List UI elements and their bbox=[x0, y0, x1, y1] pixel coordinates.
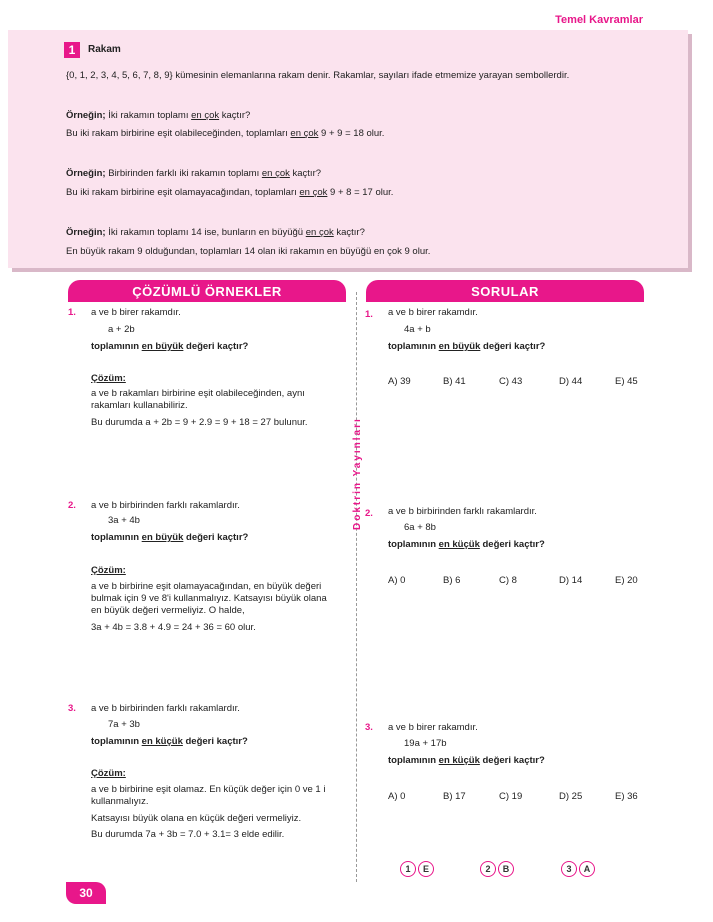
question-3-option-c[interactable]: C) 19 bbox=[499, 791, 523, 802]
solved-q3-line3: Katsayısı büyük olana en küçük değeri vermeliyiz. bbox=[91, 813, 302, 824]
solved-examples-tab: ÇÖZÜMLÜ ÖRNEKLER bbox=[68, 280, 346, 302]
question-3-option-b[interactable]: B) 17 bbox=[443, 791, 466, 802]
example-2-answer: Bu iki rakam birbirine eşit olamayacağından, toplamları en çok 9 + 8 = 17 olur. bbox=[66, 187, 394, 198]
question-3-stem: a ve b birer rakamdır. bbox=[388, 722, 478, 733]
question-1-option-d[interactable]: D) 44 bbox=[559, 376, 583, 387]
answer-key-1 bbox=[400, 861, 434, 879]
question-1-number: 1. bbox=[365, 309, 373, 320]
solved-q1-line3: Bu durumda a + 2b = 9 + 2.9 = 9 + 18 = 27 bulunur. bbox=[91, 417, 308, 428]
question-3-option-d[interactable]: D) 25 bbox=[559, 791, 583, 802]
question-2-stem: a ve b birbirinden farklı rakamlardır. bbox=[388, 506, 537, 517]
question-2-number: 2. bbox=[365, 508, 373, 519]
example-1-question: Örneğin; İki rakamın toplamı en çok kaçtır? bbox=[66, 110, 251, 121]
question-3-number: 3. bbox=[365, 722, 373, 733]
question-2-option-d[interactable]: D) 14 bbox=[559, 575, 583, 586]
questions-tab-line bbox=[366, 300, 644, 302]
section-title: Rakam bbox=[88, 44, 121, 55]
question-3-option-a[interactable]: A) 0 bbox=[388, 791, 406, 802]
question-3-expression: 19a + 17b bbox=[404, 738, 447, 749]
question-2-option-a[interactable]: A) 0 bbox=[388, 575, 406, 586]
question-1-option-e[interactable]: E) 45 bbox=[615, 376, 638, 387]
question-1-option-a[interactable]: A) 39 bbox=[388, 376, 411, 387]
page-number: 30 bbox=[66, 882, 106, 904]
solved-q2-ask: toplamının en büyük değeri kaçtır? bbox=[91, 532, 249, 543]
answer-key-1-letter: E bbox=[418, 861, 434, 877]
question-1-ask: toplamının en büyük değeri kaçtır? bbox=[388, 341, 546, 352]
example-3-question: Örneğin; İki rakamın toplamı 14 ise, bunların en büyüğü en çok kaçtır? bbox=[66, 227, 365, 238]
question-1-option-c[interactable]: C) 43 bbox=[499, 376, 523, 387]
solved-q1-number: 1. bbox=[68, 307, 76, 318]
questions-tab: SORULAR bbox=[366, 280, 644, 302]
solved-q1-stem: a ve b birer rakamdır. bbox=[91, 307, 181, 318]
publisher-side-label: Doktrin Yayınları bbox=[352, 417, 363, 530]
solved-q3-number: 3. bbox=[68, 703, 76, 714]
solved-q1-expression: a + 2b bbox=[108, 324, 135, 335]
example-1-answer: Bu iki rakam birbirine eşit olabileceğinden, toplamları en çok 9 + 9 = 18 olur. bbox=[66, 128, 385, 139]
solved-q1-ask: toplamının en büyük değeri kaçtır? bbox=[91, 341, 249, 352]
solved-q2-line3: en büyük değeri vermeliyiz. O halde, bbox=[91, 605, 245, 616]
solved-q2-line2: bulmak için 9 ve 8'i kullanmalıyız. Katsayısı büyük olana bbox=[91, 593, 327, 604]
solved-q2-stem: a ve b birbirinden farklı rakamlardır. bbox=[91, 500, 240, 511]
solved-q2-expression: 3a + 4b bbox=[108, 515, 140, 526]
example-2-question: Örneğin; Birbirinden farklı iki rakamın toplamı en çok kaçtır? bbox=[66, 168, 322, 179]
definition-text: {0, 1, 2, 3, 4, 5, 6, 7, 8, 9} kümesinin elemanlarına rakam denir. Rakamlar, sayıları ifade etmemize yarayan sembollerdir. bbox=[66, 70, 570, 81]
solved-q3-stem: a ve b birbirinden farklı rakamlardır. bbox=[91, 703, 240, 714]
solved-q3-ask: toplamının en küçük değeri kaçtır? bbox=[91, 736, 248, 747]
solved-q3-line4: Bu durumda 7a + 3b = 7.0 + 3.1= 3 elde edilir. bbox=[91, 829, 285, 840]
solved-q3-expression: 7a + 3b bbox=[108, 719, 140, 730]
column-divider bbox=[356, 292, 357, 882]
solved-q1-solution-label: Çözüm: bbox=[91, 373, 126, 384]
question-1-stem: a ve b birer rakamdır. bbox=[388, 307, 478, 318]
header-title: Temel Kavramlar bbox=[555, 14, 643, 26]
example-3-answer: En büyük rakam 9 olduğundan, toplamları 14 olan iki rakamın en büyüğü en çok 9 olur. bbox=[66, 246, 431, 257]
question-1-option-b[interactable]: B) 41 bbox=[443, 376, 466, 387]
answer-key-2-letter: B bbox=[498, 861, 514, 877]
question-2-option-b[interactable]: B) 6 bbox=[443, 575, 461, 586]
question-2-ask: toplamının en küçük değeri kaçtır? bbox=[388, 539, 545, 550]
answer-key-2-number: 2 bbox=[480, 861, 496, 877]
question-3-ask: toplamının en küçük değeri kaçtır? bbox=[388, 755, 545, 766]
solved-q3-line2: kullanmalıyız. bbox=[91, 796, 149, 807]
question-2-option-c[interactable]: C) 8 bbox=[499, 575, 517, 586]
solved-q2-line1: a ve b birbirine eşit olamayacağından, en büyük değeri bbox=[91, 581, 322, 592]
question-2-option-e[interactable]: E) 20 bbox=[615, 575, 638, 586]
solved-examples-tab-line bbox=[68, 300, 346, 302]
section-number-badge: 1 bbox=[64, 42, 80, 58]
solved-q2-line4: 3a + 4b = 3.8 + 4.9 = 24 + 36 = 60 olur. bbox=[91, 622, 256, 633]
solved-q1-line1: a ve b rakamları birbirine eşit olabileceğinden, aynı bbox=[91, 388, 305, 399]
solved-q2-number: 2. bbox=[68, 500, 76, 511]
solved-q3-solution-label: Çözüm: bbox=[91, 768, 126, 779]
solved-q2-solution-label: Çözüm: bbox=[91, 565, 126, 576]
solved-q1-line2: rakamları kullanabiliriz. bbox=[91, 400, 188, 411]
solved-q3-line1: a ve b birbirine eşit olamaz. En küçük değer için 0 ve 1 i bbox=[91, 784, 326, 795]
answer-key-3-letter: A bbox=[579, 861, 595, 877]
question-1-expression: 4a + b bbox=[404, 324, 431, 335]
question-2-expression: 6a + 8b bbox=[404, 522, 436, 533]
answer-key-2 bbox=[480, 861, 514, 879]
answer-key-1-number: 1 bbox=[400, 861, 416, 877]
question-3-option-e[interactable]: E) 36 bbox=[615, 791, 638, 802]
answer-key-3-number: 3 bbox=[561, 861, 577, 877]
answer-key-3 bbox=[561, 861, 595, 879]
